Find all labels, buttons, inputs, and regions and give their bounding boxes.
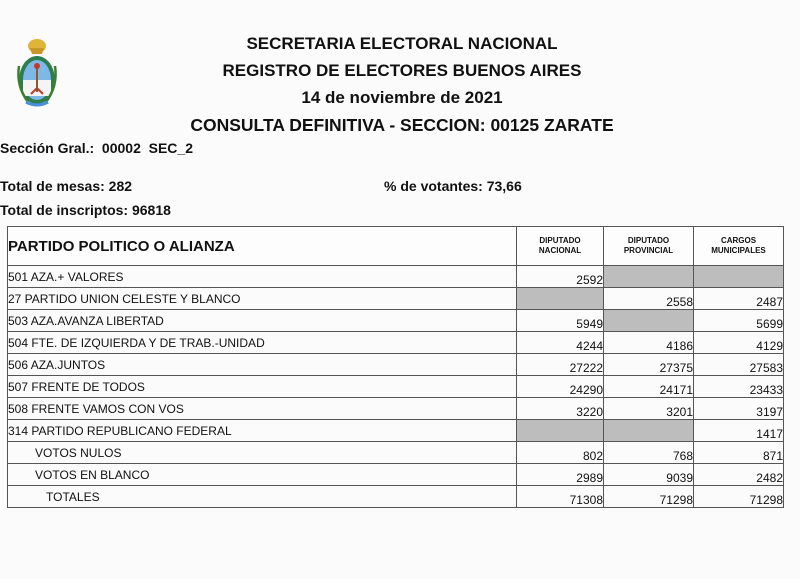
diputado-nacional-value: 24290: [517, 376, 604, 398]
table-row: [8, 420, 784, 442]
diputado-provincial-value: 3201: [604, 398, 694, 420]
col-header-cargos-municipales: [694, 227, 784, 266]
table-row: [8, 464, 784, 486]
results-table: [7, 226, 784, 508]
diputado-provincial-value: 9039: [604, 464, 694, 486]
table-row: [8, 310, 784, 332]
diputado-nacional-value: 4244: [517, 332, 604, 354]
blank-cell: [517, 420, 604, 442]
cargos-municipales-value: 871: [694, 442, 784, 464]
cargos-municipales-value: 3197: [694, 398, 784, 420]
party-name: 27 PARTIDO UNION CELESTE Y BLANCO: [8, 288, 517, 310]
blank-cell: [604, 310, 694, 332]
blank-cell: [604, 266, 694, 288]
header-date: 14 de noviembre de 2021: [301, 88, 503, 107]
header-registry: REGISTRO DE ELECTORES BUENOS AIRES: [222, 61, 582, 80]
total-mesas: Total de mesas: 282: [0, 178, 133, 194]
diputado-provincial-value: 2558: [604, 288, 694, 310]
totales-label: TOTALES: [8, 486, 517, 508]
votos-nulos-label: VOTOS NULOS: [8, 442, 517, 464]
diputado-nacional-value: 27222: [517, 354, 604, 376]
table-row: [8, 288, 784, 310]
diputado-nacional-value: 5949: [517, 310, 604, 332]
table-row: [8, 442, 784, 464]
cargos-municipales-value: 2482: [694, 464, 784, 486]
diputado-nacional-value: 802: [517, 442, 604, 464]
diputado-provincial-total: 71298: [604, 486, 694, 508]
table-row-totals: [8, 486, 784, 508]
party-name: 508 FRENTE VAMOS CON VOS: [8, 398, 517, 420]
col-header-label: DIPUTADO: [627, 236, 670, 245]
cargos-municipales-value: 23433: [694, 376, 784, 398]
votos-en-blanco-label: VOTOS EN BLANCO: [8, 464, 517, 486]
table-row: [8, 376, 784, 398]
party-name: 503 AZA.AVANZA LIBERTAD: [8, 310, 517, 332]
table-header-row: [8, 227, 784, 266]
cargos-municipales-value: 4129: [694, 332, 784, 354]
party-name: 504 FTE. DE IZQUIERDA Y DE TRAB.-UNIDAD: [8, 332, 517, 354]
cargos-municipales-value: 27583: [694, 354, 784, 376]
cargos-municipales-value: 5699: [694, 310, 784, 332]
party-name: 501 AZA.+ VALORES: [8, 266, 517, 288]
diputado-nacional-value: 2592: [517, 266, 604, 288]
blank-cell: [517, 288, 604, 310]
seccion-general: Sección Gral.: 00002 SEC_2: [0, 140, 193, 156]
cargos-municipales-total: 71298: [694, 486, 784, 508]
party-name: 506 AZA.JUNTOS: [8, 354, 517, 376]
col-header-label: CARGOS: [720, 236, 757, 245]
diputado-provincial-value: 24171: [604, 376, 694, 398]
header-title: SECRETARIA ELECTORAL NACIONAL: [246, 34, 558, 53]
diputado-nacional-value: 2989: [517, 464, 604, 486]
col-header-label: NACIONAL: [538, 246, 582, 255]
table-row: [8, 354, 784, 376]
header-consulta: CONSULTA DEFINITIVA - SECCION: 00125 ZARATE: [190, 115, 614, 135]
col-header-diputado-provincial: [604, 227, 694, 266]
diputado-provincial-value: 768: [604, 442, 694, 464]
diputado-provincial-value: 27375: [604, 354, 694, 376]
col-header-label: MUNICIPALES: [711, 246, 766, 255]
cargos-municipales-value: 1417: [694, 420, 784, 442]
table-row: [8, 398, 784, 420]
party-name: 314 PARTIDO REPUBLICANO FEDERAL: [8, 420, 517, 442]
blank-cell: [604, 420, 694, 442]
table-row: [8, 332, 784, 354]
table-row: [8, 266, 784, 288]
party-name: 507 FRENTE DE TODOS: [8, 376, 517, 398]
col-header-label: DIPUTADO: [539, 236, 581, 245]
diputado-nacional-value: 3220: [517, 398, 604, 420]
total-inscriptos: Total de inscriptos: 96818: [0, 202, 171, 218]
col-header-diputado-nacional: [517, 227, 604, 266]
blank-cell: [694, 266, 784, 288]
percent-votantes: % de votantes: 73,66: [384, 178, 522, 194]
col-header-party: PARTIDO POLITICO O ALIANZA: [8, 227, 517, 266]
diputado-provincial-value: 4186: [604, 332, 694, 354]
cargos-municipales-value: 2487: [694, 288, 784, 310]
diputado-nacional-total: 71308: [517, 486, 604, 508]
col-header-label: PROVINCIAL: [623, 246, 674, 255]
